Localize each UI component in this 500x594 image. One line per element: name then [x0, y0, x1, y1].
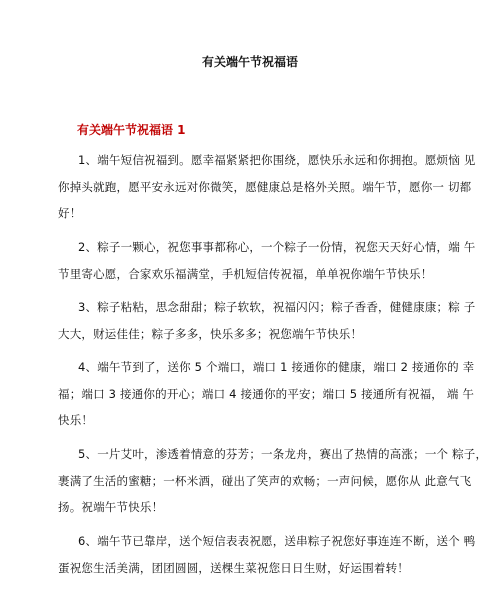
paragraph-line: 扬。祝端午节快乐！ — [58, 500, 164, 514]
paragraph-line: 2、粽子一颗心，祝您事事都称心，一个粽子一份情，祝您天天好心情，端 午 — [78, 240, 476, 254]
paragraph-line: 好！ — [58, 206, 82, 220]
paragraph-2 — [58, 234, 476, 287]
paragraph-line: 5、一片艾叶，渗透着情意的芬芳；一条龙舟，赛出了热情的高涨；一个 粽子， — [78, 447, 488, 461]
paragraph-line: 快乐！ — [58, 413, 94, 427]
paragraph-line: 1、端午短信祝福到。愿幸福紧紧把你围绕，愿快乐永远和你拥抱。愿烦恼 见 — [78, 153, 476, 167]
paragraph-1 — [58, 147, 476, 227]
paragraph-line: 6、端午节已靠岸，送个短信表表祝愿，送串粽子祝您好事连连不断，送个 鸭 — [78, 534, 476, 548]
paragraph-line: 大大，财运佳佳；粽子多多，快乐多多；祝您端午节快乐！ — [58, 326, 363, 341]
paragraph-line: 节里寄心愿，合家欢乐福满堂，手机短信传祝福，单单祝你端午节快乐！ — [58, 266, 433, 281]
paragraph-3 — [58, 294, 476, 347]
section-heading: 有关端午节祝福语 1 — [77, 123, 186, 137]
document-title: 有关端午节祝福语 — [201, 55, 298, 69]
paragraph-line: 蛋祝您生活美满，团团圆圆，送棵生菜祝您日日生财，好运围着转！ — [58, 560, 409, 575]
paragraph-6 — [58, 528, 476, 581]
paragraph-5 — [58, 441, 488, 521]
paragraph-4 — [58, 354, 475, 434]
paragraph-line: 3、粽子粘粘，思念甜甜；粽子软软，祝福闪闪；粽子香香，健健康康；粽 子 — [78, 300, 476, 314]
paragraph-line: 你掉头就跑，愿平安永远对你微笑，愿健康总是格外关照。端午节，愿你一 切都 — [58, 179, 472, 194]
paragraph-line: 裹满了生活的蜜糖；一杯米酒，碰出了笑声的欢畅；一声问候，愿你从 此意气飞 — [58, 473, 472, 488]
paragraph-line: 福；端口 3 接通你的开心；端口 4 接通你的平安；端口 5 接通所有祝福， 端 午 — [58, 386, 475, 401]
paragraph-line: 4、端午节到了，送你 5 个端口，端口 1 接通你的健康，端口 2 接通你的 幸 — [78, 360, 475, 374]
